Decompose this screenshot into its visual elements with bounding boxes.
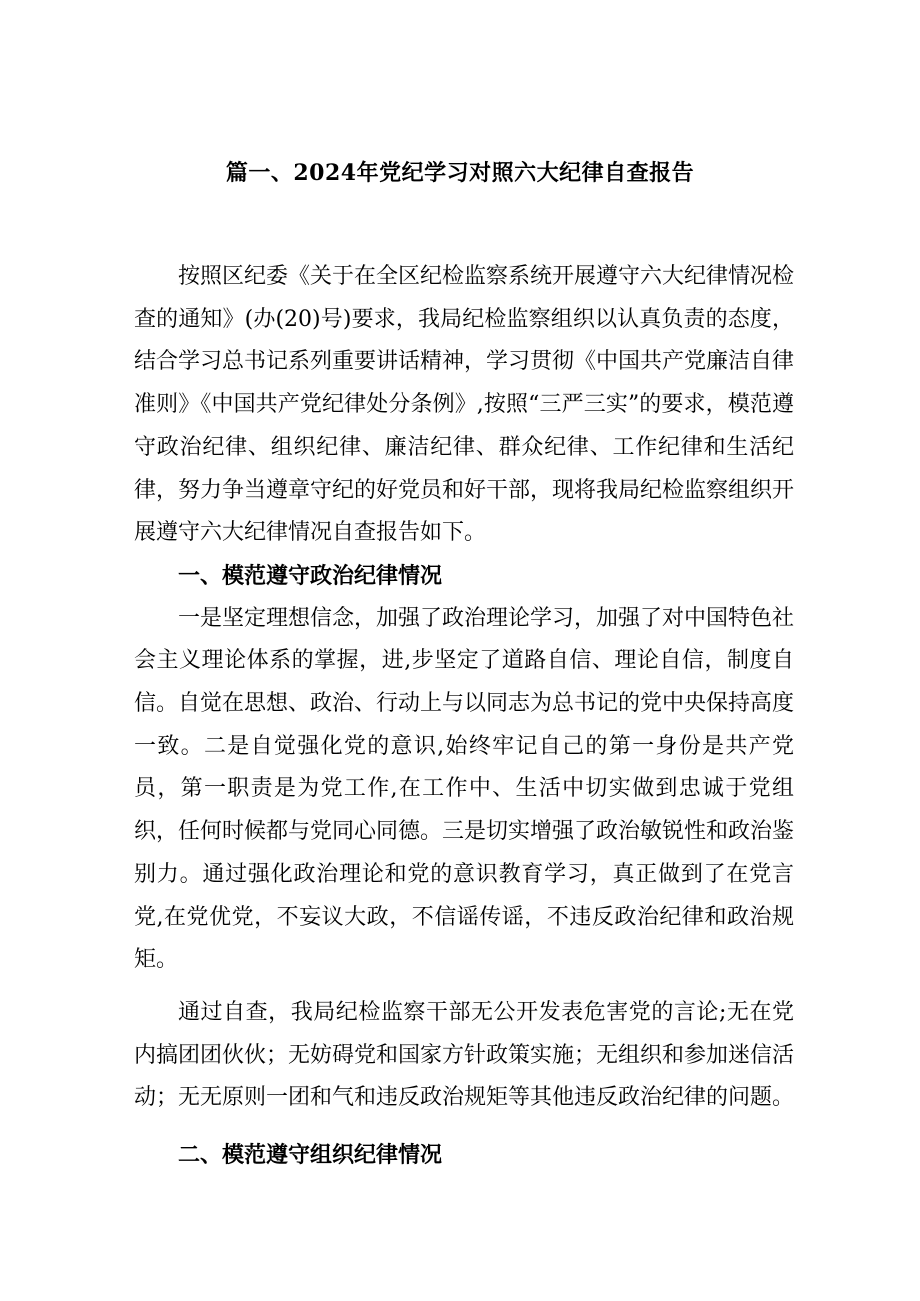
document-body <box>134 256 794 1177</box>
paragraph-spacer <box>134 1120 794 1134</box>
political-discipline-paragraph: 一是坚定理想信念，加强了政治理论学习，加强了对中国特色社会主义理论体系的掌握，进,步坚定了道路自信、理论自信，制度自信。自觉在思想、政治、行动上与以同志为总书记的党中央保持高度一致。二是自觉强化党的意识,始终牢记自己的第一身份是共产党员，第一职责是为党工作,在工作中、生活中切实做到忠诚于党组织，任何时候都与党同心同德。三是切实增强了政治敏锐性和政治鉴别力。通过强化政治理论和党的意识教育学习，真正做到了在党言党,在党优党，不妄议大政，不信谣传谣，不违反政治纪律和政治规矩。 <box>134 605 795 973</box>
self-check-paragraph: 通过自查，我局纪检监察干部无公开发表危害党的言论;无在党内搞团团伙伙；无妨碍党和国家方针政策实施；无组织和参加迷信活动；无无原则一团和气和违反政治规矩等其他违反政治纪律的问题。 <box>134 999 795 1111</box>
paragraph-spacer <box>134 982 794 992</box>
document-title: 篇一、2024年党纪学习对照六大纪律自查报告 <box>225 160 695 186</box>
intro-paragraph: 按照区纪委《关于在全区纪检监察系统开展遵守六大纪律情况检查的通知》(办(20)号)要求，我局纪检监察组织以认真负责的态度，结合学习总书记系列重要讲话精神，学习贯彻《中国共产党廉洁自律准则》《中国共产党纪律处分条例》,按照“三严三实”的要求，模范遵守政治纪律、组织纪律、廉洁纪律、群众纪律、工作纪律和生活纪律，努力争当遵章守纪的好党员和好干部，现将我局纪检监察组织开展遵守六大纪律情况自查报告如下。 <box>134 264 795 546</box>
section-heading-organizational-discipline: 二、模范遵守组织纪律情况 <box>178 1142 443 1169</box>
section-heading-political-discipline: 一、模范遵守政治纪律情况 <box>178 562 443 589</box>
